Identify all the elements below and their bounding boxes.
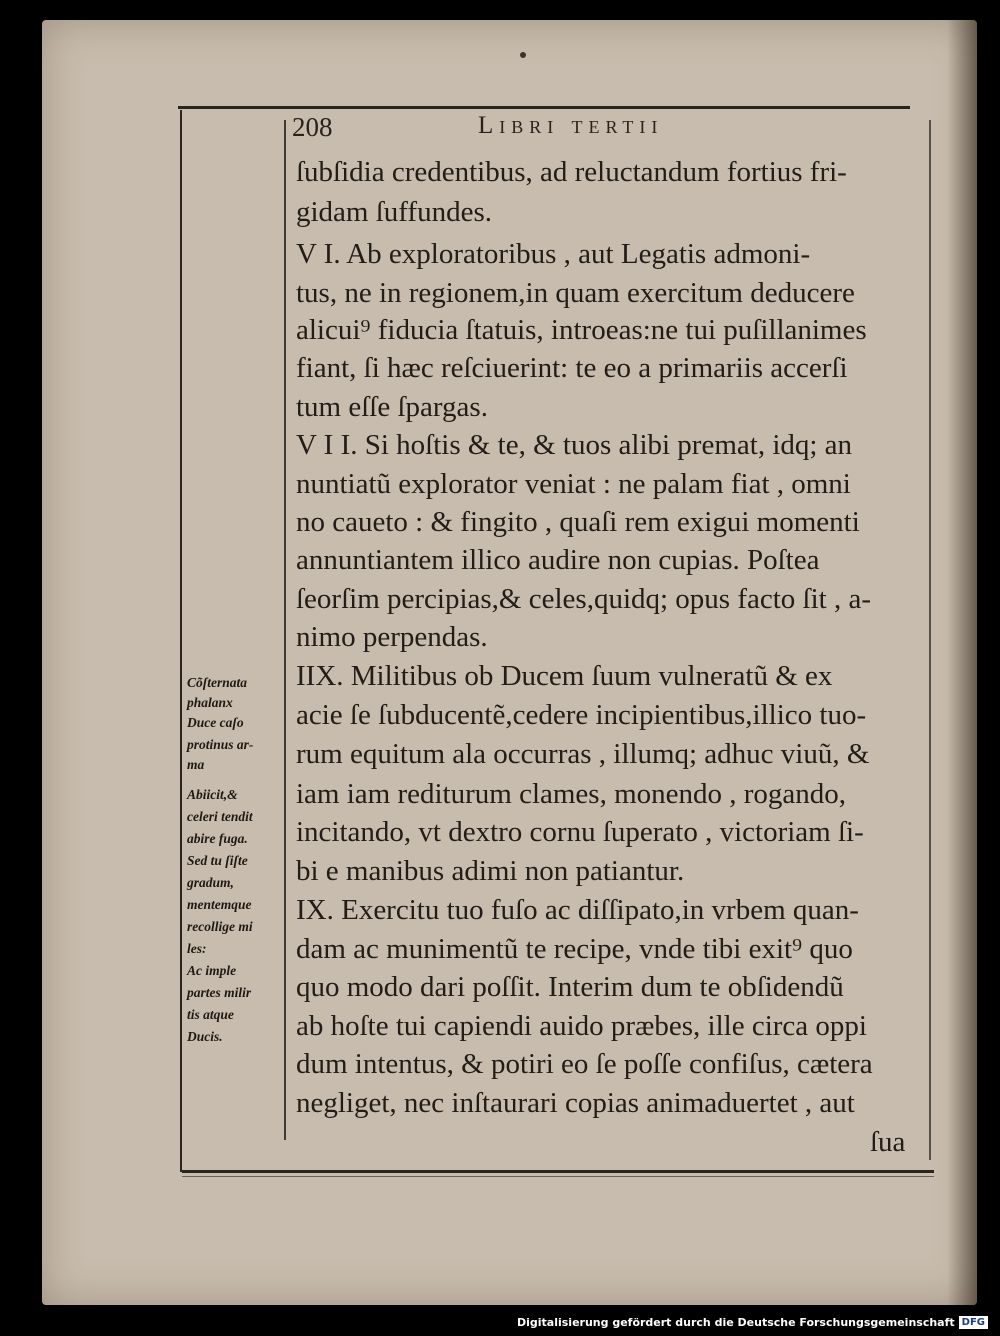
bottom-rule bbox=[182, 1170, 934, 1173]
margin-line: gradum, bbox=[187, 875, 234, 890]
digitization-credit bbox=[517, 1316, 988, 1329]
left-frame-rule bbox=[180, 110, 182, 1172]
credit-text: Digitalisierung gefördert durch die Deutsche Forschungsgemeinschaft bbox=[516, 1316, 955, 1329]
body-line: no caueto : & fingito , quaſi rem exigui momenti bbox=[296, 506, 860, 538]
body-line: quo modo dari poſſit. Interim dum te obſidendũ bbox=[296, 971, 844, 1003]
body-line: annuntiantem illico audire non cupias. Poſtea bbox=[296, 544, 820, 576]
margin-line: phalanx bbox=[187, 695, 233, 710]
body-line: IX. Exercitu tuo fuſo ac diſſipato,in vrbem quan- bbox=[296, 894, 859, 926]
body-line: ſua bbox=[870, 1126, 906, 1158]
margin-line: abire fuga. bbox=[187, 831, 248, 846]
body-line: V I. Ab exploratoribus , aut Legatis admoni- bbox=[296, 238, 811, 270]
column-rule bbox=[284, 120, 286, 1140]
body-line: IIX. Militibus ob Ducem ſuum vulneratũ & ex bbox=[296, 660, 833, 692]
running-title: Libri tertii bbox=[478, 112, 664, 139]
dfg-logo: DFG bbox=[959, 1316, 988, 1329]
body-line: iam iam rediturum clames, monendo , rogando, bbox=[296, 778, 847, 810]
body-line: fiant, ſi hæc reſciuerint: te eo a primariis accerſi bbox=[296, 352, 848, 384]
body-line: dum intentus, & potiri eo ſe poſſe confiſus, cætera bbox=[296, 1048, 873, 1080]
margin-line: Abiicit,& bbox=[187, 787, 238, 802]
margin-line: Duce caſo bbox=[187, 715, 244, 730]
body-line: V I I. Si hoſtis & te, & tuos alibi premat, idq; an bbox=[296, 429, 853, 461]
body-line: acie ſe ſubducentẽ,cedere incipientibus,illico tuo- bbox=[296, 699, 867, 731]
body-line: alicui⁹ fiducia ſtatuis, introeas:ne tui puſillanimes bbox=[296, 314, 867, 346]
paper-spot bbox=[520, 52, 526, 58]
body-line: tum eſſe ſpargas. bbox=[296, 391, 488, 423]
page-edge-shadow bbox=[947, 20, 977, 1305]
bottom-rule-2 bbox=[182, 1176, 934, 1177]
body-line: bi e manibus adimi non patiantur. bbox=[296, 855, 685, 887]
margin-line: Cõſternata bbox=[187, 675, 248, 690]
top-rule bbox=[178, 106, 910, 109]
margin-line: Ac imple bbox=[187, 963, 237, 978]
body-line: tus, ne in regionem,in quam exercitum deducere bbox=[296, 277, 855, 309]
body-line: ab hoſte tui capiendi auido præbes, ille circa oppi bbox=[296, 1010, 867, 1042]
body-line: gidam ſuffundes. bbox=[296, 196, 492, 228]
right-frame-rule bbox=[929, 120, 931, 1160]
body-line: nuntiatũ explorator veniat : ne palam fiat , omni bbox=[296, 468, 851, 500]
body-line: negliget, nec inſtaurari copias animaduertet , aut bbox=[296, 1087, 855, 1119]
body-line: rum equitum ala occurras , illumq; adhuc viuũ, & bbox=[296, 738, 870, 770]
body-line: ſubſidia credentibus, ad reluctandum fortius fri- bbox=[296, 156, 847, 188]
margin-line: recollige mi bbox=[187, 919, 253, 934]
margin-line: celeri tendit bbox=[187, 809, 253, 824]
body-line: ſeorſim percipias,& celes,quidq; opus facto ſit , a- bbox=[296, 583, 872, 615]
margin-line: les: bbox=[187, 941, 207, 956]
margin-line: partes milir bbox=[187, 985, 252, 1000]
margin-line: tis atque bbox=[187, 1007, 234, 1022]
margin-line: Ducis. bbox=[187, 1029, 223, 1044]
margin-line: Sed tu ſiſte bbox=[187, 853, 248, 868]
margin-line: ma bbox=[187, 757, 205, 772]
margin-line: mentemque bbox=[187, 897, 252, 912]
body-line: incitando, vt dextro cornu ſuperato , victoriam ſi- bbox=[296, 816, 864, 848]
body-line: nimo perpendas. bbox=[296, 621, 488, 653]
margin-line: protinus ar- bbox=[187, 737, 254, 752]
page-number: 208 bbox=[292, 112, 333, 142]
body-line: dam ac munimentũ te recipe, vnde tibi exit⁹ quo bbox=[296, 933, 853, 965]
